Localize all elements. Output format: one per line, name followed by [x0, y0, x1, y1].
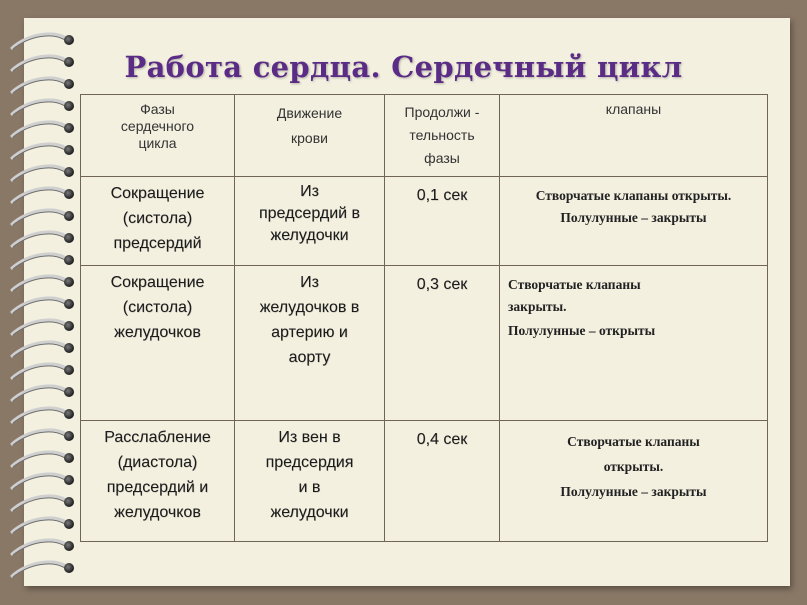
- table-row: [81, 421, 768, 542]
- header-phases: Фазы сердечного цикла: [81, 95, 235, 177]
- duration-cell: 0,3 сек: [385, 266, 500, 421]
- phase-cell: Расслабление (диастола) предсердий и желудочков: [81, 421, 235, 542]
- page-title: Работа сердца. Сердечный цикл: [124, 50, 683, 84]
- table-row: [81, 266, 768, 421]
- movement-cell: Из предсердий в желудочки: [235, 177, 385, 266]
- header-valves: клапаны: [500, 95, 768, 177]
- duration-cell: 0,4 сек: [385, 421, 500, 542]
- header-movement: Движение крови: [235, 95, 385, 177]
- heart-cycle-table: [80, 94, 768, 542]
- valves-cell: Створчатые клапаны открыты. Полулунные – закрыты: [500, 177, 768, 266]
- phase-cell: Сокращение (систола) желудочков: [81, 266, 235, 421]
- header-duration: Продолжи - тельность фазы: [385, 95, 500, 177]
- spiral-binding-icon: [8, 0, 78, 605]
- movement-cell: Из желудочков в артерию и аорту: [235, 266, 385, 421]
- valves-cell: Створчатые клапаны закрыты. Полулунные – открыты: [500, 266, 768, 421]
- table-row: [81, 177, 768, 266]
- duration-cell: 0,1 сек: [385, 177, 500, 266]
- valves-cell: Створчатые клапаны открыты. Полулунные – закрыты: [500, 421, 768, 542]
- phase-cell: Сокращение (систола) предсердий: [81, 177, 235, 266]
- table-header-row: [81, 95, 768, 177]
- movement-cell: Из вен в предсердия и в желудочки: [235, 421, 385, 542]
